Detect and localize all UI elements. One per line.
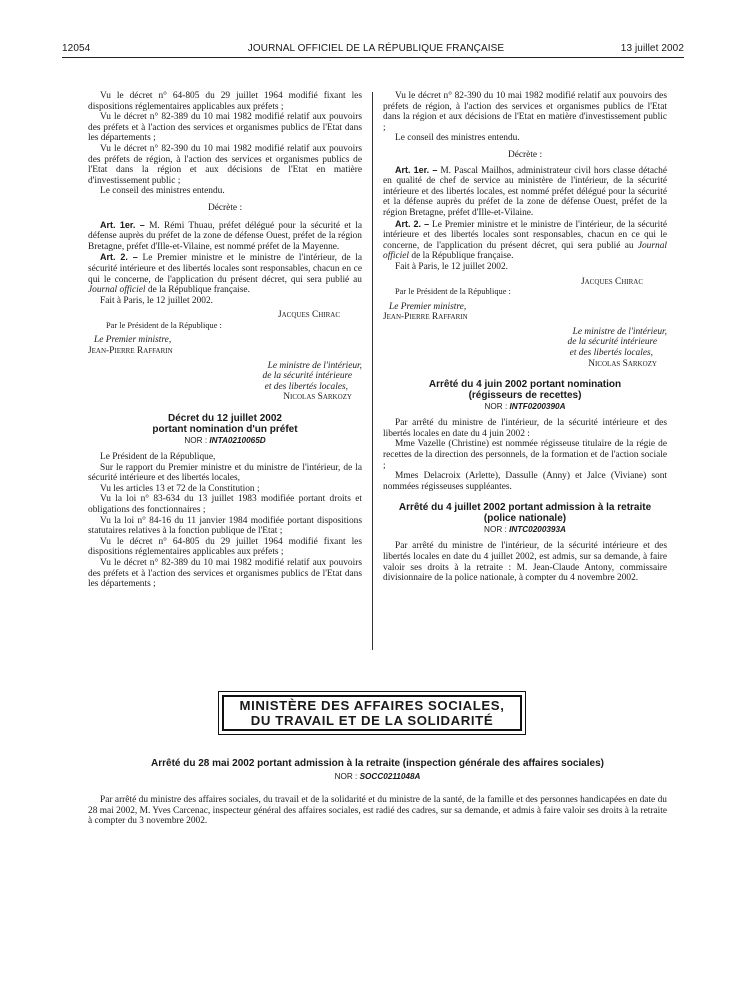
decree-paragraph: Vu la loi n° 84-16 du 11 janvier 1984 modifiée portant dispositions statutaires relatives à la fonction publique de l'Etat ;	[88, 515, 362, 537]
article-text: M. Rémi Thuau, préfet délégué pour la sécurité et la défense auprès du préfet de la zone de défense Ouest, préfet de la région Bretagne, préfet d'Ille-et-Vilaine, est nommé préfet de la Mayenne.	[88, 220, 362, 252]
decree-paragraph: Sur le rapport du Premier ministre et du ministre de l'intérieur, de la sécurité intérieure et des libertés locales,	[88, 462, 362, 484]
article-2	[383, 219, 667, 262]
visa-paragraph: Le conseil des ministres entendu.	[395, 133, 520, 144]
article-2	[88, 252, 362, 295]
article-label: Art. 1er. –	[395, 164, 438, 175]
premier-ministre-title: Le Premier ministre,	[94, 335, 172, 346]
arrete-paragraph: Mme Vazelle (Christine) est nommée régisseuse titulaire de la régie de recettes de la direction des personnels, de la formation et de l'action sociale ;	[383, 439, 667, 471]
page-number: 12054	[62, 43, 91, 54]
nor-label: NOR :	[484, 402, 508, 412]
decree-title: Décret du 12 juillet 2002	[168, 413, 282, 425]
journal-title: JOURNAL OFFICIEL DE LA RÉPUBLIQUE FRANÇAISE	[247, 43, 505, 54]
article-text: de la République française.	[145, 285, 250, 296]
bottom-arrete-body	[88, 795, 667, 827]
article-text: M. Pascal Mailhos, administrateur civil hors classe détaché en qualité de chef de service au ministère de l'intérieur, de la sécurité intérieure et des libertés locales, est nommé préfet délégué pour la sécurité et la défense auprès du préfet de la zone de défense Ouest, préfet de la région Bretagne, préfet d'Ille-et-Vilaine.	[383, 165, 667, 218]
right-column	[383, 91, 667, 584]
decree-paragraph: Vu le décret n° 64-805 du 29 juillet 1964 modifié fixant les dispositions réglementaires applicables aux préfets ;	[88, 536, 362, 558]
arrete-title: Arrêté du 4 juillet 2002 portant admission à la retraite	[398, 502, 652, 514]
decree-paragraph: Vu les articles 13 et 72 de la Constitution ;	[100, 483, 260, 494]
arrete-title: Arrêté du 28 mai 2002 portant admission à la retraite (inspection générale des affaires sociales)	[151, 758, 604, 769]
column-divider	[372, 92, 373, 650]
arrete-paragraph: Mmes Delacroix (Arlette), Dassulle (Anny) et Jalce (Viviane) sont nommées régisseuses suppléantes.	[383, 471, 667, 492]
nor-label: NOR :	[484, 525, 507, 535]
ministre-title-line: Le ministre de l'intérieur,	[572, 326, 667, 337]
nor-code: SOCC0211048A	[359, 772, 421, 781]
article-1	[88, 220, 362, 253]
article-text: Le Premier ministre et le ministre de l'intérieur, de la sécurité intérieure et des libertés locales sont responsables, chacun en ce qui le concerne, de l'application du présent décret, qui sera publié au	[383, 219, 667, 251]
decree-paragraph: Vu le décret n° 82-389 du 10 mai 1982 modifié relatif aux pouvoirs des préfets et à l'action des services et organismes publics de l'Etat dans les départements ;	[88, 557, 362, 590]
nor-code: INTC0200393A	[509, 525, 566, 535]
journal-officiel-ref: Journal officiel	[383, 240, 667, 262]
visa-paragraph: Vu le décret n° 82-390 du 10 mai 1982 modifié relatif aux pouvoirs des préfets de région, à l'action des services et organismes publics de l'Etat dans la région et aux décisions de l'Etat en matière d'investissement public ;	[88, 143, 362, 186]
ministre-title-line: de la sécurité intérieure	[262, 371, 352, 382]
ministry-line: DU TRAVAIL ET DE LA SOLIDARITÉ	[250, 713, 494, 728]
article-label: Art. 2. –	[100, 252, 138, 263]
article-label: Art. 1er. –	[100, 219, 145, 230]
decree-paragraph: Vu la loi n° 83-634 du 13 juillet 1983 modifiée portant droits et obligations des fonctionnaires ;	[88, 494, 362, 515]
visa-paragraph: Vu le décret n° 64-805 du 29 juillet 1964 modifié fixant les dispositions réglementaires applicables aux préfets ;	[88, 91, 362, 112]
decrete-label: Décrète :	[507, 149, 543, 160]
visa-paragraph: Vu le décret n° 82-390 du 10 mai 1982 modifié relatif aux pouvoirs des préfets de région, à l'action des services et organismes publics de l'Etat dans la région et aux décisions de l'Etat en matière d'investissement public ;	[383, 91, 667, 133]
ministre-title-line: et des libertés locales,	[264, 381, 348, 392]
arrete-title: (régisseurs de recettes)	[468, 390, 582, 402]
ministry-line: MINISTÈRE DES AFFAIRES SOCIALES,	[239, 698, 505, 713]
par-le-president: Par le Président de la République :	[395, 287, 511, 297]
article-text: Le Premier ministre et le ministre de l'intérieur, de la sécurité intérieure et des libertés locales sont responsables, chacun en ce qui le concerne, de l'application du présent décret, qui sera publié au	[88, 253, 362, 285]
premier-ministre-name: Jean-Pierre Raffarin	[383, 312, 468, 323]
nor-label: NOR :	[334, 772, 358, 781]
nor-reference	[88, 435, 362, 446]
signer-president: Jacques Chirac	[580, 276, 643, 287]
decrete-label: Décrète :	[207, 202, 243, 213]
signer-president: Jacques Chirac	[277, 310, 340, 321]
nor-label: NOR :	[184, 436, 208, 446]
ministre-name: Nicolas Sarkozy	[283, 392, 352, 403]
nor-reference	[88, 771, 667, 782]
article-label: Art. 2. –	[395, 218, 430, 229]
article-text: de la République française.	[409, 251, 514, 262]
premier-ministre-name: Jean-Pierre Raffarin	[88, 346, 173, 357]
header-rule	[62, 57, 684, 58]
ministre-name: Nicolas Sarkozy	[588, 358, 657, 369]
left-column	[88, 91, 362, 590]
arrete-paragraph: Par arrêté du ministre des affaires sociales, du travail et de la solidarité et du ministre de la santé, de la famille et des personnes handicapées en date du 28 mai 2002, M. Yves Carcenac, inspecteur général des affaires sociales, est radié des cadres, sur sa demande, et admis à faire valoir ses droits à la retraite à compter du 3 novembre 2002.	[88, 795, 667, 827]
ministre-title-line: Le ministre de l'intérieur,	[267, 360, 362, 371]
visa-paragraph: Le conseil des ministres entendu.	[100, 186, 225, 197]
fait-a-paris: Fait à Paris, le 12 juillet 2002.	[100, 295, 214, 306]
decree-title: portant nomination d'un préfet	[152, 424, 298, 436]
article-1	[383, 165, 667, 219]
decree-paragraph: Le Président de la République,	[100, 452, 216, 463]
ministry-heading-box	[218, 691, 526, 735]
nor-code: INTF0200390A	[509, 402, 566, 412]
ministre-title-line: de la sécurité intérieure	[567, 337, 657, 348]
arrete-title: (police nationale)	[483, 513, 567, 525]
fait-a-paris: Fait à Paris, le 12 juillet 2002.	[395, 261, 509, 272]
arrete-paragraph: Par arrêté du ministre de l'intérieur, de la sécurité intérieure et des libertés locales en date du 4 juillet 2002, est admis, sur sa demande, à faire valoir ses droits à la retraite : M. Jean-Claude Antony, commissaire divisionnaire de la police nationale, à compter du 4 novembre 2002.	[383, 541, 667, 584]
ministre-title-line: et des libertés locales,	[569, 348, 653, 359]
arrete-title: Arrêté du 4 juin 2002 portant nomination	[428, 379, 622, 391]
nor-reference	[383, 401, 667, 412]
ministry-heading	[222, 695, 522, 731]
journal-officiel-ref: Journal officiel	[88, 285, 146, 296]
nor-reference	[383, 524, 667, 535]
nor-code: INTA0210065D	[209, 436, 266, 446]
premier-ministre-title: Le Premier ministre,	[389, 301, 467, 312]
visa-paragraph: Vu le décret n° 82-389 du 10 mai 1982 modifié relatif aux pouvoirs des préfets et à l'action des services et organismes publics de l'Etat dans les départements ;	[88, 112, 362, 144]
arrete-paragraph: Par arrêté du ministre de l'intérieur, de la sécurité intérieure et des libertés locales en date du 4 juin 2002 :	[383, 418, 667, 439]
issue-date: 13 juillet 2002	[620, 43, 684, 54]
par-le-president: Par le Président de la République :	[106, 320, 222, 330]
